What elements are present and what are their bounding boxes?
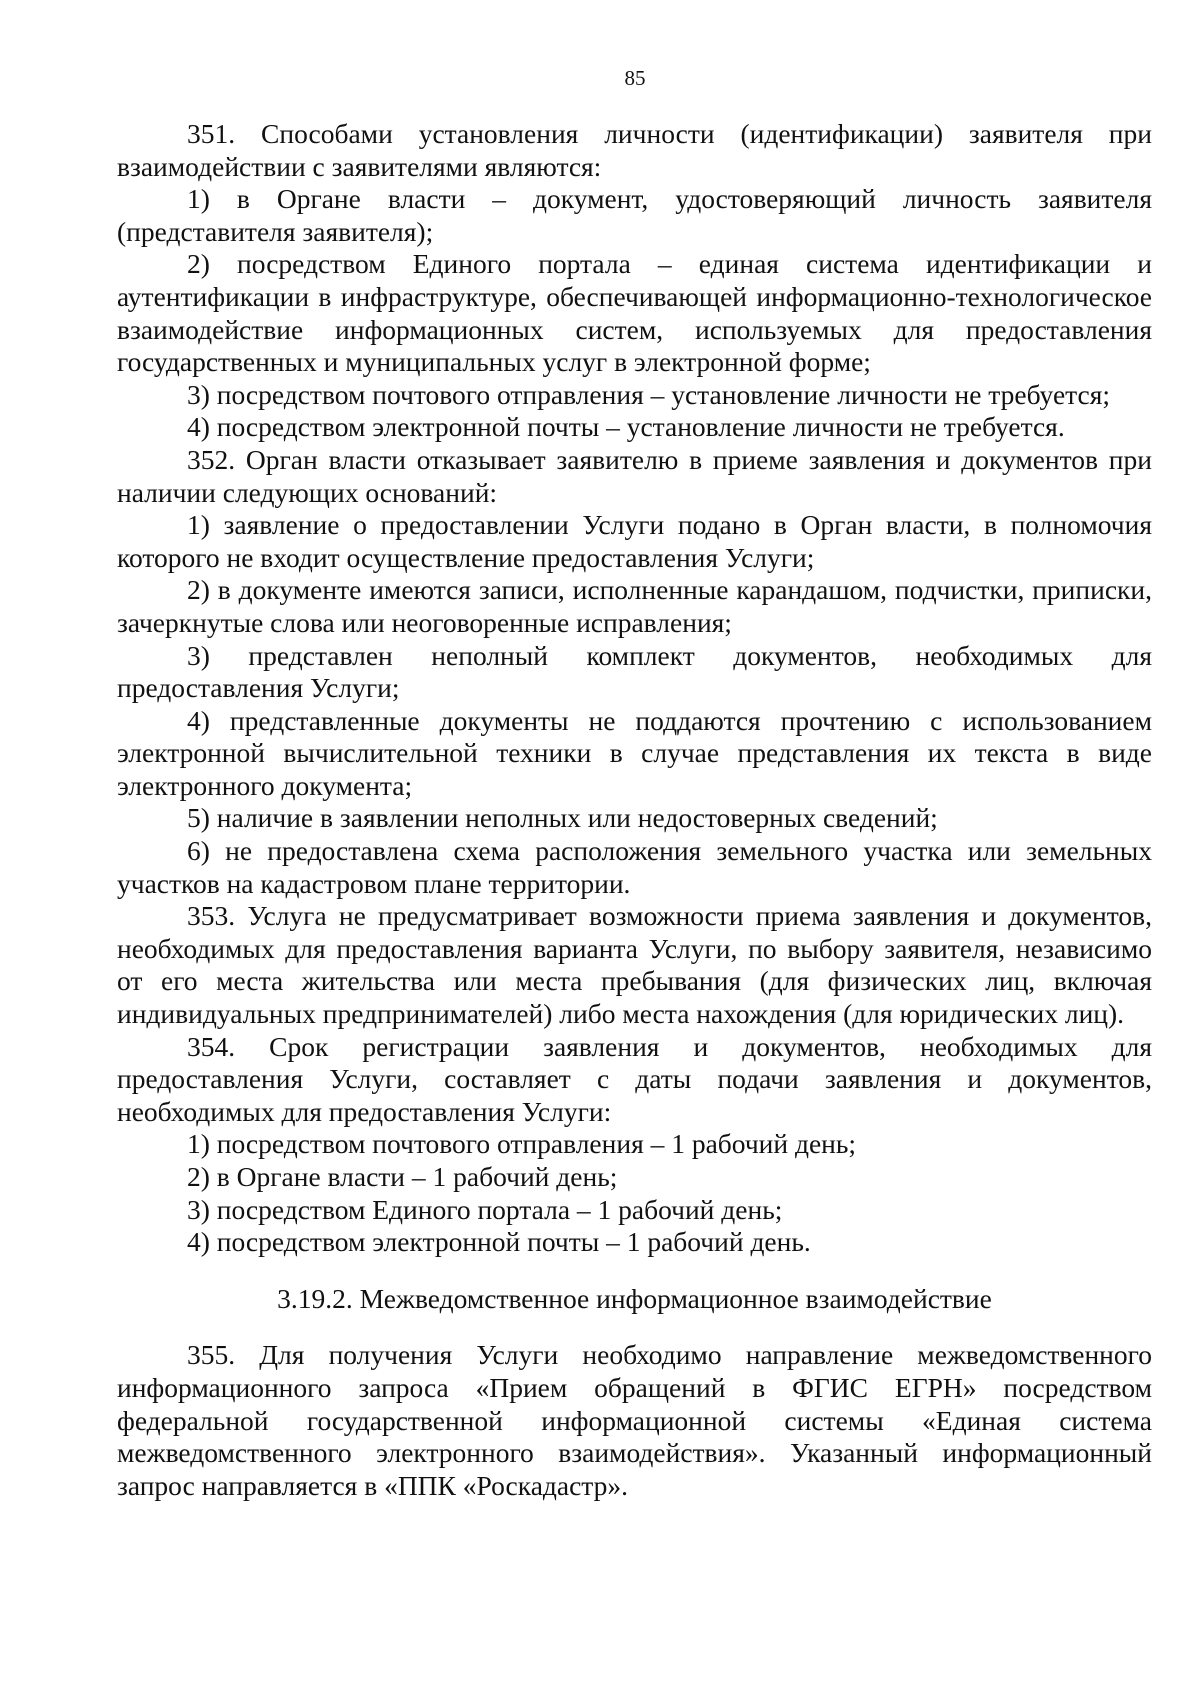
list-item: 5) наличие в заявлении неполных или недостоверных сведений;	[187, 802, 938, 834]
list-item: 2) в Органе власти – 1 рабочий день;	[187, 1161, 618, 1192]
list-item: 3) представлен неполный комплект документов, необходимых для предоставления Услуги;	[117, 639, 1152, 704]
document-body	[117, 118, 1152, 1502]
list-item: 3) посредством Единого портала – 1 рабочий день;	[187, 1193, 783, 1225]
list-item: 3) посредством почтового отправления – установление личности не требуется;	[187, 378, 1110, 410]
list-item: 2) в документе имеются записи, исполненные карандашом, подчистки, приписки, зачеркнутые слова или неоговоренные исправления;	[117, 574, 1152, 638]
list-item: 4) посредством электронной почты – установление личности не требуется.	[187, 411, 1065, 443]
list-item: 4) представленные документы не поддаются прочтению с использованием электронной вычислительной техники в случае представления их текста в виде электронного документа;	[117, 704, 1152, 801]
list-item: 4) посредством электронной почты – 1 рабочий день.	[187, 1226, 811, 1258]
paragraph-353: 353. Услуга не предусматривает возможности приема заявления и документов, необходимых для предоставления варианта Услуги, по выбору заявителя, независимо от его места жительства или места пребывания (для физических лиц, включая индивидуальных предпринимателей) либо места нахождения (для юридических лиц).	[117, 900, 1152, 1030]
paragraph-352: 352. Орган власти отказывает заявителю в приеме заявления и документов при наличии следующих оснований:	[117, 443, 1152, 508]
page-number: 85	[624, 66, 646, 90]
list-item: 2) посредством Единого портала – единая система идентификации и аутентификации в инфраструктуре, обеспечивающей информационно-технологическое взаимодействие информационных систем, используемых для предоставления государственных и муниципальных услуг в электронной форме;	[117, 248, 1152, 378]
paragraph-354: 354. Срок регистрации заявления и документов, необходимых для предоставления Услуги, составляет с даты подачи заявления и документов, необходимых для предоставления Услуги:	[117, 1030, 1152, 1127]
list-item: 6) не предоставлена схема расположения земельного участка или земельных участков на кадастровом плане территории.	[117, 835, 1152, 899]
section-heading: 3.19.2. Межведомственное информационное взаимодействие	[277, 1282, 992, 1314]
list-item: 1) в Органе власти – документ, удостоверяющий личность заявителя (представителя заявителя);	[117, 183, 1152, 247]
paragraph-351: 351. Способами установления личности (идентификации) заявителя при взаимодействии с заявителями являются:	[117, 118, 1152, 182]
list-item: 1) заявление о предоставлении Услуги подано в Орган власти, в полномочия которого не входит осуществление предоставления Услуги;	[117, 509, 1152, 573]
paragraph-355: 355. Для получения Услуги необходимо направление межведомственного информационного запроса «Прием обращений в ФГИС ЕГРН» посредством федеральной государственной информационной системы «Единая система межведомственного электронного взаимодействия». Указанный информационный запрос направляется в «ППК «Роскадастр».	[117, 1339, 1152, 1501]
list-item: 1) посредством почтового отправления – 1 рабочий день;	[187, 1128, 857, 1160]
